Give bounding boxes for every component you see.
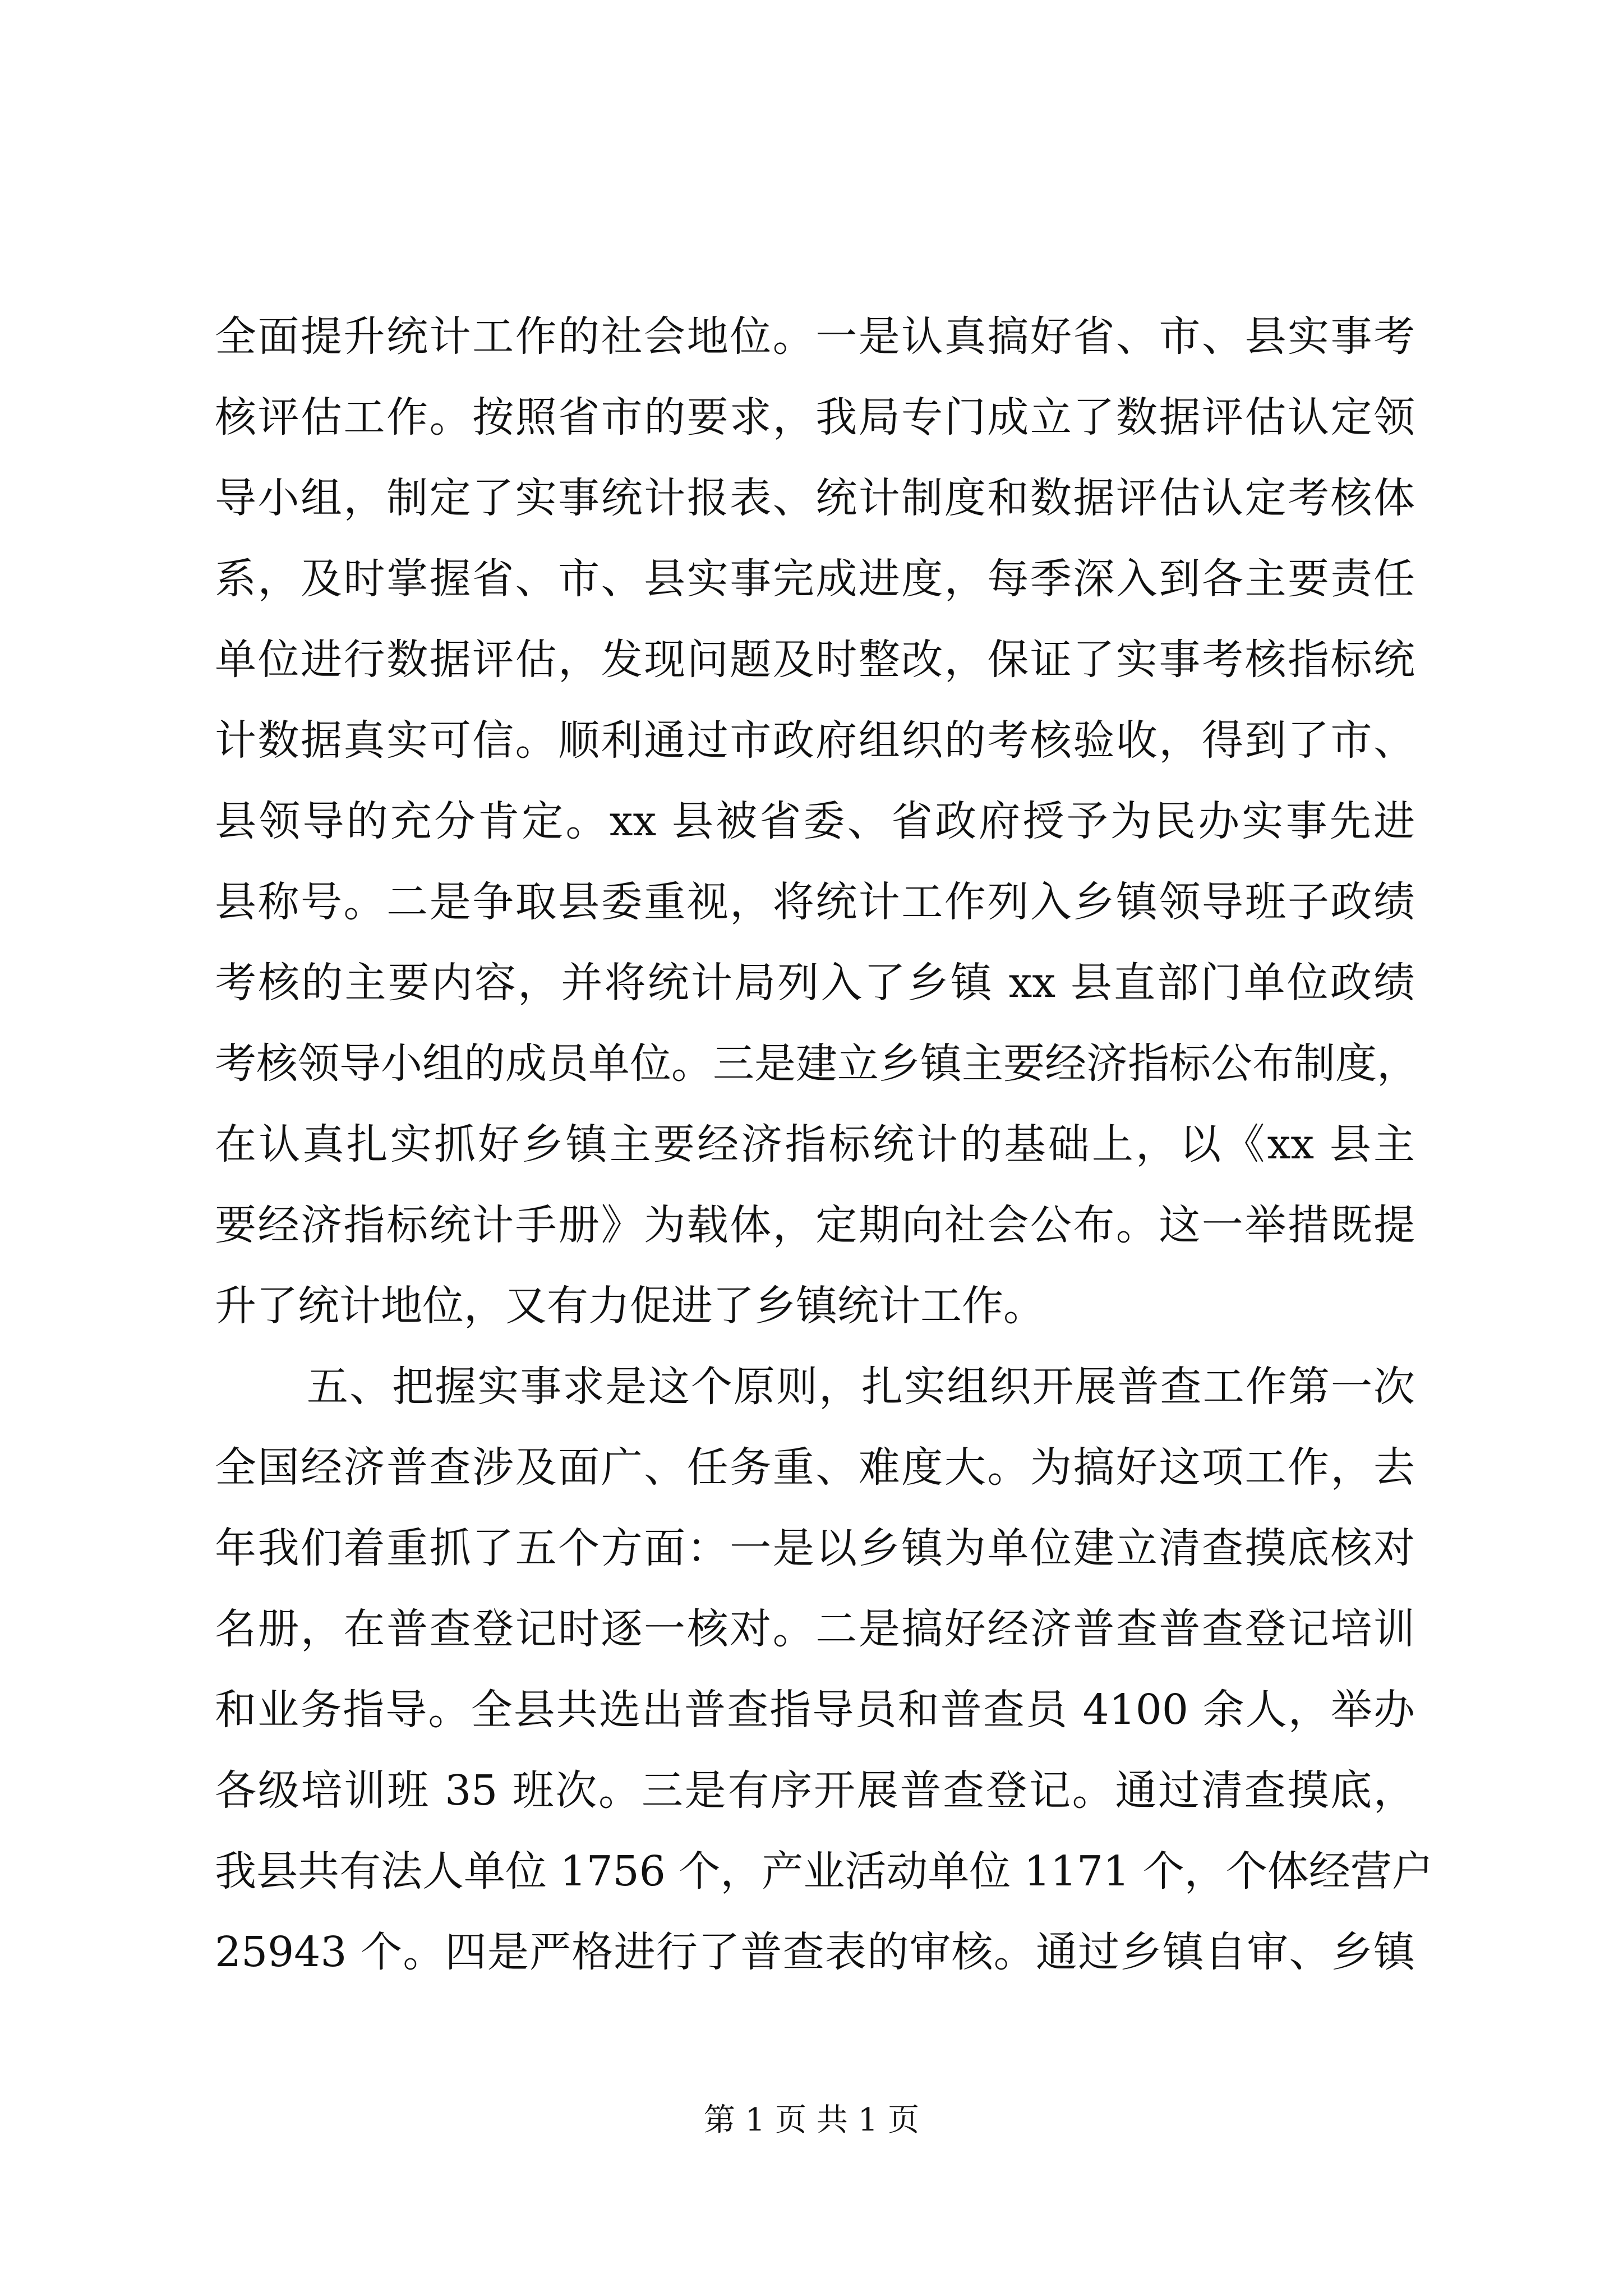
text-line: 县称号。二是争取县委重视，将统计工作列入乡镇领导班子政绩 [215,878,1415,926]
text-line: 系，及时掌握省、市、县实事完成进度，每季深入到各主要责任 [215,555,1415,603]
text-line: 考核的主要内容，并将统计局列入了乡镇 xx 县直部门单位政绩 [215,959,1415,1007]
text-line: 全面提升统计工作的社会地位。一是认真搞好省、市、县实事考 [215,312,1415,361]
text-line: 核评估工作。按照省市的要求，我局专门成立了数据评估认定领 [215,393,1415,441]
text-line: 考核领导小组的成员单位。三是建立乡镇主要经济指标公布制度， [215,1039,1418,1088]
paragraph-heading-line: 五、把握实事求是这个原则，扎实组织开展普查工作第一次 [307,1363,1415,1411]
text-line: 升了统计地位，又有力促进了乡镇统计工作。 [215,1282,1045,1330]
text-line: 全国经济普查涉及面广、任务重、难度大。为搞好这项工作，去 [215,1443,1415,1492]
text-line: 名册，在普查登记时逐一核对。二是搞好经济普查普查登记培训 [215,1605,1415,1653]
text-line: 我县共有法人单位 1756 个，产业活动单位 1171 个，个体经营户 [215,1847,1433,1895]
text-line: 计数据真实可信。顺利通过市政府组织的考核验收，得到了市、 [215,716,1415,765]
text-line: 单位进行数据评估，发现问题及时整改，保证了实事考核指标统 [215,636,1415,684]
text-line: 导小组，制定了实事统计报表、统计制度和数据评估认定考核体 [215,474,1415,522]
page-footer: 第 1 页 共 1 页 [703,2102,920,2138]
text-line: 县领导的充分肯定。xx 县被省委、省政府授予为民办实事先进 [215,797,1415,845]
text-line: 和业务指导。全县共选出普查指导员和普查员 4100 余人，举办 [215,1686,1415,1734]
text-line: 在认真扎实抓好乡镇主要经济指标统计的基础上，以《xx 县主 [215,1120,1415,1168]
text-line: 25943 个。四是严格进行了普查表的审核。通过乡镇自审、乡镇 [215,1928,1415,1976]
text-line: 要经济指标统计手册》为载体，定期向社会公布。这一举措既提 [215,1201,1415,1249]
text-line: 年我们着重抓了五个方面：一是以乡镇为单位建立清查摸底核对 [215,1524,1415,1572]
text-line: 各级培训班 35 班次。三是有序开展普查登记。通过清查摸底， [215,1766,1415,1815]
